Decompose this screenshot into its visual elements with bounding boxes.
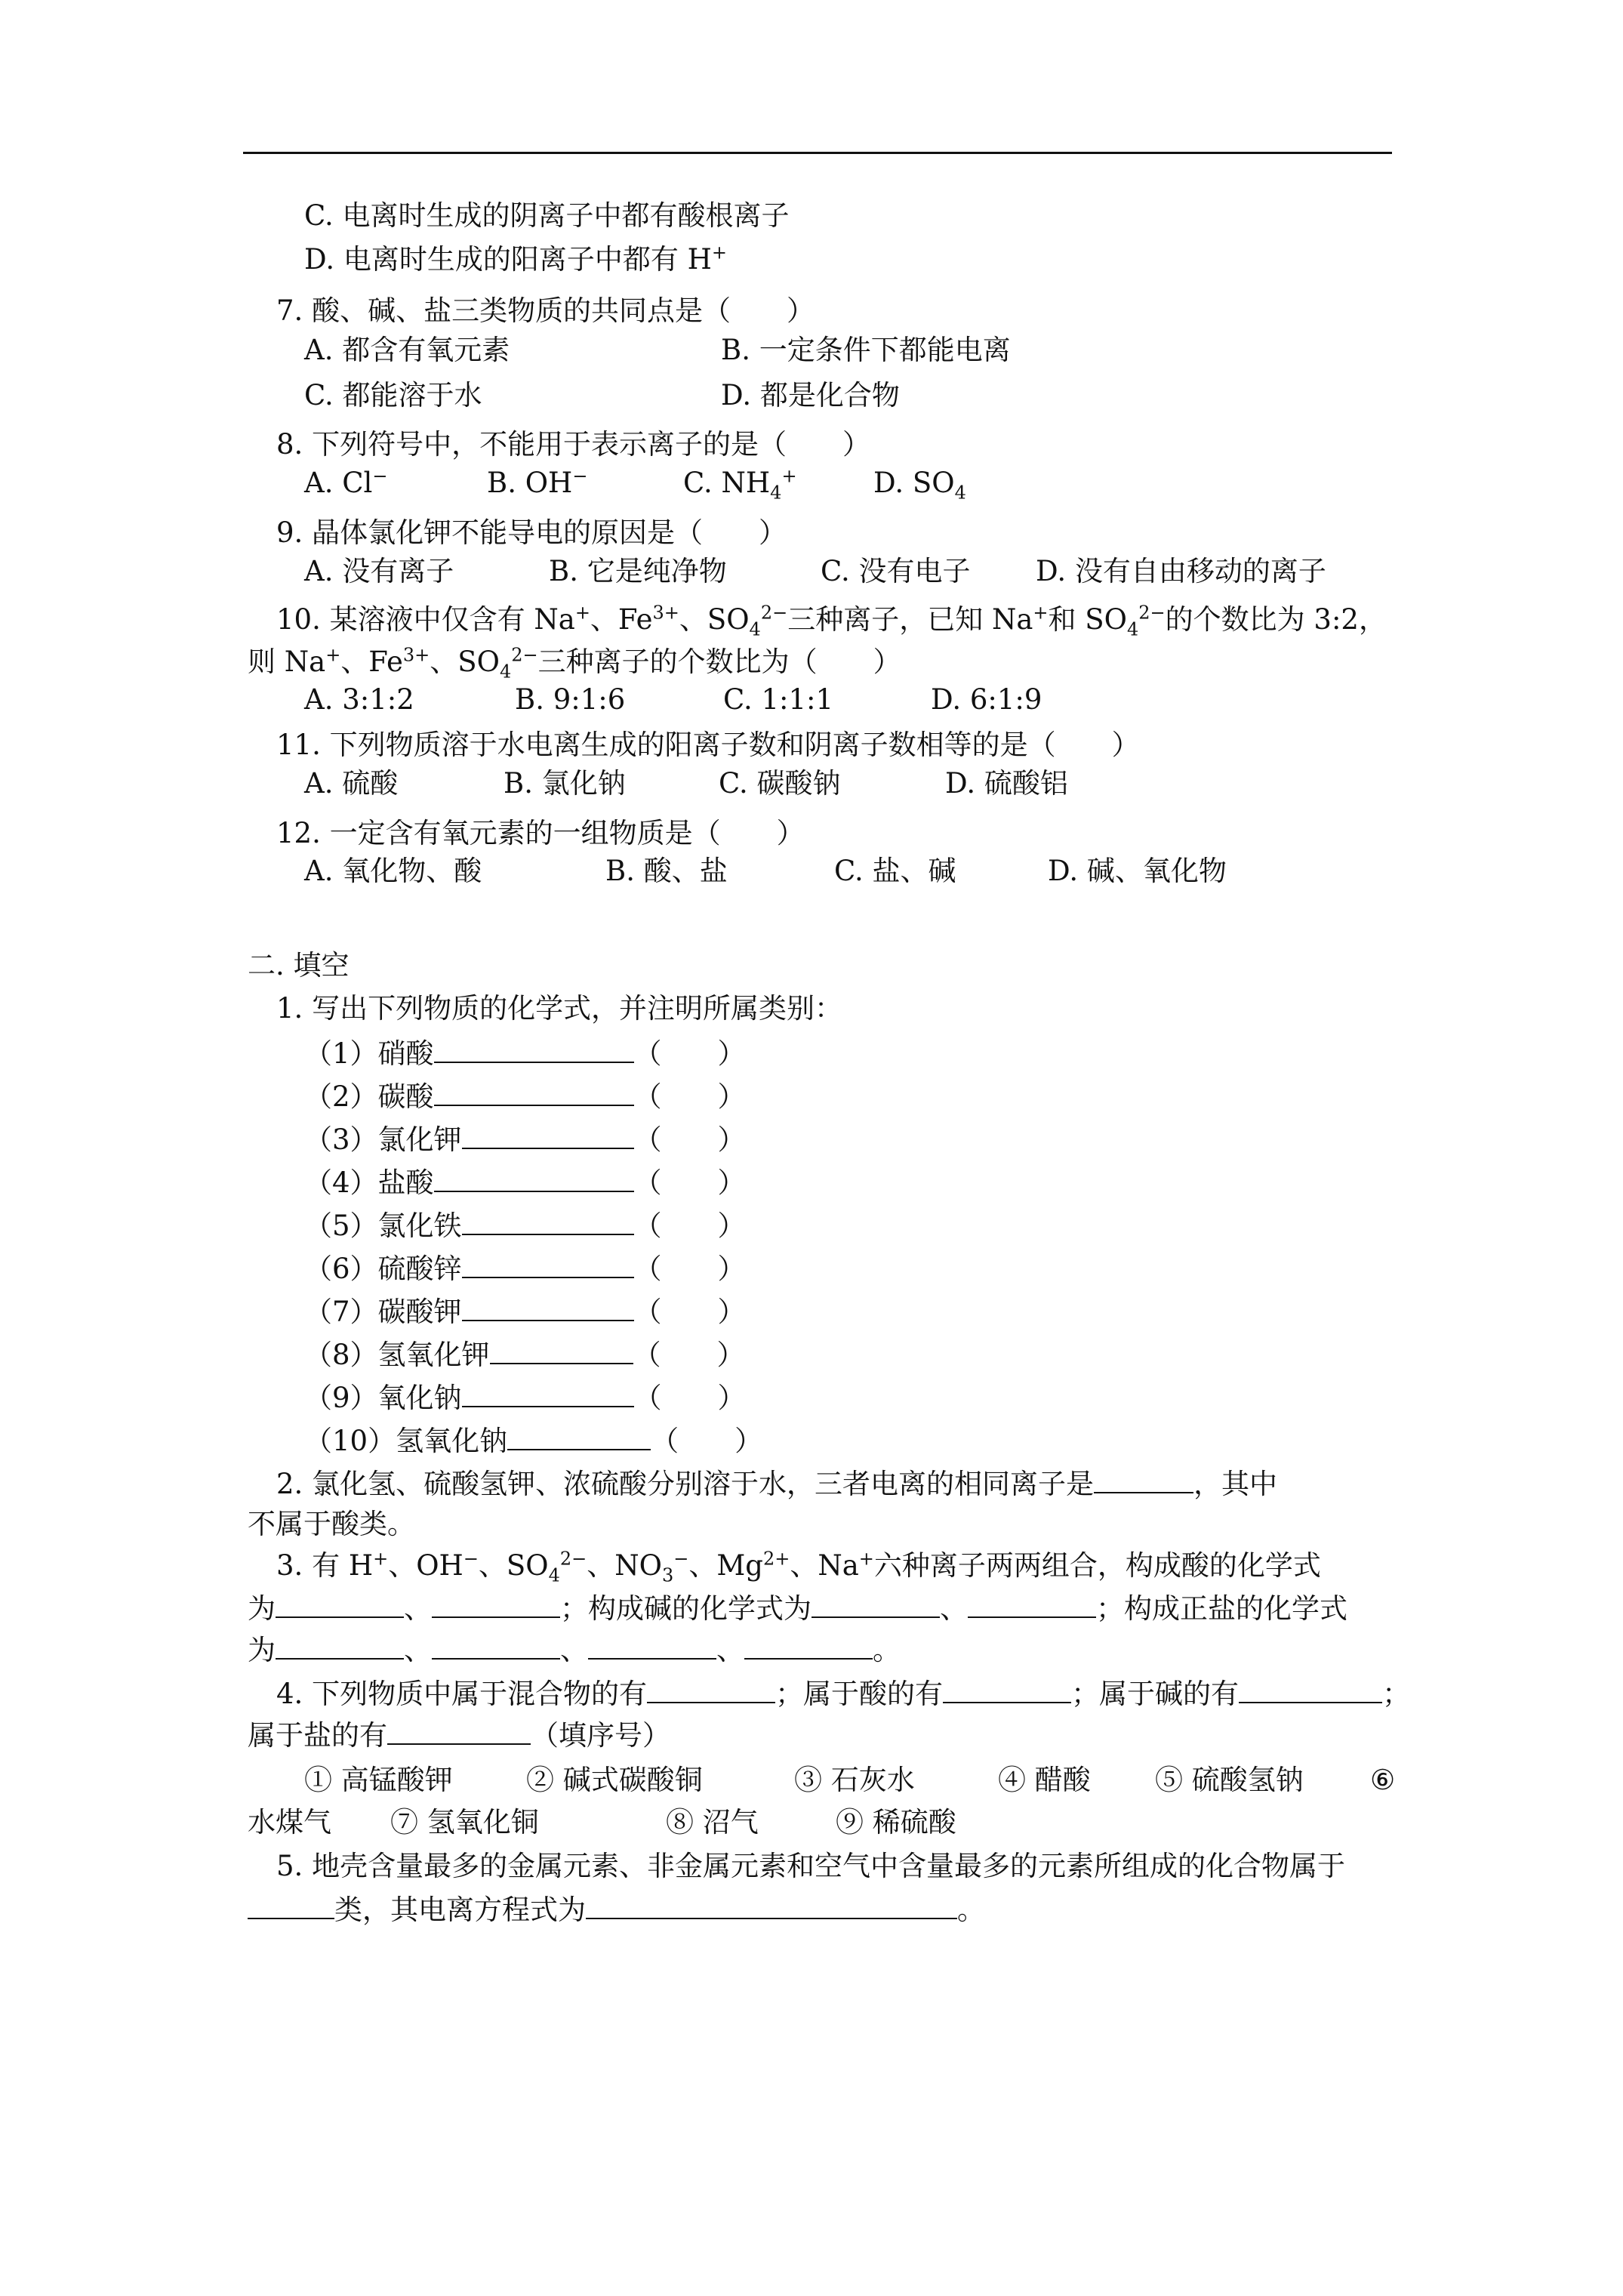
- q9-stem: 9. 晶体氯化钾不能导电的原因是（ ）: [276, 516, 787, 549]
- answer-blank[interactable]: [507, 1422, 651, 1450]
- answer-blank[interactable]: [432, 1631, 560, 1660]
- q10-stem-line1: 10. 某溶液中仅含有 Na+、$Fe^{3+}$、$SO_4^{2-}$三种离子，已知 Na+和 $SO_4^{2-}$的个数比为 3:2，: [276, 602, 1387, 640]
- answer-blank[interactable]: [462, 1379, 634, 1407]
- q8-option-a: A. Cl−: [304, 465, 388, 499]
- q10-option-a: A. 3:1:2: [304, 683, 414, 716]
- answer-blank[interactable]: [744, 1631, 873, 1660]
- q12-option-a: A. 氧化物、酸: [304, 855, 482, 887]
- fill1-item: （8）氢氧化钾 （ ）: [304, 1336, 745, 1373]
- q8-option-d: D. $SO_4$: [873, 467, 966, 504]
- fill4-line2: 属于盐的有 （填序号）: [248, 1716, 670, 1754]
- fill1-item: （2）碳酸 （ ）: [304, 1077, 746, 1115]
- answer-blank[interactable]: [647, 1675, 775, 1703]
- answer-blank[interactable]: [1239, 1675, 1382, 1703]
- fill2-line1: 2. 氯化氢、硫酸氢钾、浓硫酸分别溶于水，三者电离的相同离子是 ，其中: [276, 1465, 1277, 1502]
- answer-blank[interactable]: [462, 1120, 634, 1149]
- q8-stem: 8. 下列符号中，不能用于表示离子的是（ ）: [276, 428, 871, 461]
- q7-option-b: B. 一定条件下都能电离: [721, 334, 1011, 366]
- fill4-option: ⑤ 硫酸氢钠: [1155, 1764, 1304, 1796]
- q7-stem: 7. 酸、碱、盐三类物质的共同点是（ ）: [276, 294, 815, 327]
- q11-stem: 11. 下列物质溶于水电离生成的阳离子数和阴离子数相等的是（ ）: [276, 729, 1140, 761]
- fill4-option: ⑧ 沼气: [666, 1806, 759, 1838]
- answer-blank[interactable]: [387, 1716, 531, 1745]
- fill1-stem: 1. 写出下列物质的化学式，并注明所属类别：: [276, 992, 843, 1025]
- answer-blank[interactable]: [276, 1631, 404, 1660]
- answer-blank[interactable]: [588, 1631, 716, 1660]
- answer-blank[interactable]: [434, 1163, 634, 1192]
- q10-stem-line2: 则 Na+、$Fe^{3+}$、$SO_4^{2-}$三种离子的个数比为（ ）: [248, 644, 901, 683]
- q7-option-d: D. 都是化合物: [721, 379, 900, 411]
- q6-option-c: C. 电离时生成的阴离子中都有酸根离子: [304, 199, 790, 232]
- q9-option-b: B. 它是纯净物: [549, 555, 727, 587]
- q7-option-c: C. 都能溶于水: [304, 379, 482, 411]
- q12-option-d: D. 碱、氧化物: [1048, 855, 1227, 887]
- answer-blank[interactable]: [586, 1891, 957, 1919]
- fill1-item: （4）盐酸 （ ）: [304, 1163, 746, 1201]
- answer-blank[interactable]: [434, 1077, 634, 1106]
- answer-blank[interactable]: [462, 1207, 634, 1235]
- section-heading: 二. 填空: [248, 949, 350, 982]
- fill1-item: （6）硫酸锌 （ ）: [304, 1250, 746, 1287]
- fill4-option: ① 高锰酸钾: [304, 1764, 453, 1796]
- fill2-line2: 不属于酸类。: [248, 1508, 415, 1540]
- fill3-line1: 3. 有 H+、OH−、$SO_4^{2-}$、$NO_3^-$、$Mg^{2+}$、Na+六种离子两两组合，构成酸的化学式: [276, 1548, 1321, 1586]
- answer-blank[interactable]: [276, 1589, 404, 1618]
- q10-option-d: D. 6:1:9: [931, 683, 1042, 716]
- q11-option-a: A. 硫酸: [304, 767, 399, 800]
- answer-blank[interactable]: [968, 1589, 1096, 1618]
- fill1-item: （5）氯化铁 （ ）: [304, 1207, 746, 1244]
- fill5-line2: 类，其电离方程式为 。: [248, 1891, 985, 1928]
- q9-option-d: D. 没有自由移动的离子: [1036, 555, 1326, 587]
- fill4-option: ⑨ 稀硫酸: [836, 1806, 956, 1838]
- q12-option-b: B. 酸、盐: [605, 855, 728, 887]
- fill4-option: ⑥: [1370, 1764, 1396, 1796]
- header-rule: [243, 152, 1392, 154]
- q8-option-b: B. OH−: [487, 465, 588, 499]
- fill1-item: （3）氯化钾 （ ）: [304, 1120, 746, 1158]
- answer-blank[interactable]: [812, 1589, 940, 1618]
- answer-blank[interactable]: [462, 1293, 634, 1321]
- fill5-line1: 5. 地壳含量最多的金属元素、非金属元素和空气中含量最多的元素所组成的化合物属于: [276, 1850, 1346, 1882]
- q10-option-b: B. 9:1:6: [515, 683, 626, 716]
- fill1-item: （1）硝酸 （ ）: [304, 1034, 746, 1072]
- fill1-item: （7）碳酸钾 （ ）: [304, 1293, 746, 1330]
- answer-blank[interactable]: [432, 1589, 560, 1618]
- answer-blank[interactable]: [434, 1034, 634, 1063]
- q8-option-c: C. $NH_4^+$: [683, 465, 797, 504]
- answer-blank[interactable]: [490, 1336, 633, 1364]
- answer-blank[interactable]: [462, 1250, 634, 1278]
- fill3-line3: 为 、 、 、 。: [248, 1631, 901, 1669]
- q10-option-c: C. 1:1:1: [723, 683, 834, 716]
- q12-stem: 12. 一定含有氧元素的一组物质是（ ）: [276, 817, 805, 849]
- answer-blank[interactable]: [1094, 1465, 1193, 1493]
- fill4-option: ② 碱式碳酸铜: [526, 1764, 703, 1796]
- answer-blank[interactable]: [943, 1675, 1071, 1703]
- fill3-line2: 为 、 ；构成碱的化学式为 、 ；构成正盐的化学式: [248, 1589, 1347, 1627]
- q9-option-a: A. 没有离子: [304, 555, 454, 587]
- q6-option-d: D. 电离时生成的阳离子中都有 H+: [304, 242, 728, 276]
- q11-option-d: D. 硫酸铝: [945, 767, 1068, 800]
- fill4-option: ⑦ 氢氧化铜: [390, 1806, 539, 1838]
- fill4-option: 水煤气: [248, 1806, 331, 1838]
- fill4-option: ③ 石灰水: [794, 1764, 915, 1796]
- q12-option-c: C. 盐、碱: [834, 855, 956, 887]
- answer-blank[interactable]: [248, 1891, 334, 1919]
- q9-option-c: C. 没有电子: [821, 555, 971, 587]
- q7-option-a: A. 都含有氧元素: [304, 334, 510, 366]
- fill1-item: （9）氧化钠 （ ）: [304, 1379, 746, 1416]
- fill4-option: ④ 醋酸: [998, 1764, 1091, 1796]
- fill1-item: （10）氢氧化钠 （ ）: [304, 1422, 762, 1459]
- q11-option-b: B. 氯化钠: [504, 767, 626, 800]
- q11-option-c: C. 碳酸钠: [719, 767, 841, 800]
- fill4-line1: 4. 下列物质中属于混合物的有 ；属于酸的有 ；属于碱的有 ；: [276, 1675, 1410, 1712]
